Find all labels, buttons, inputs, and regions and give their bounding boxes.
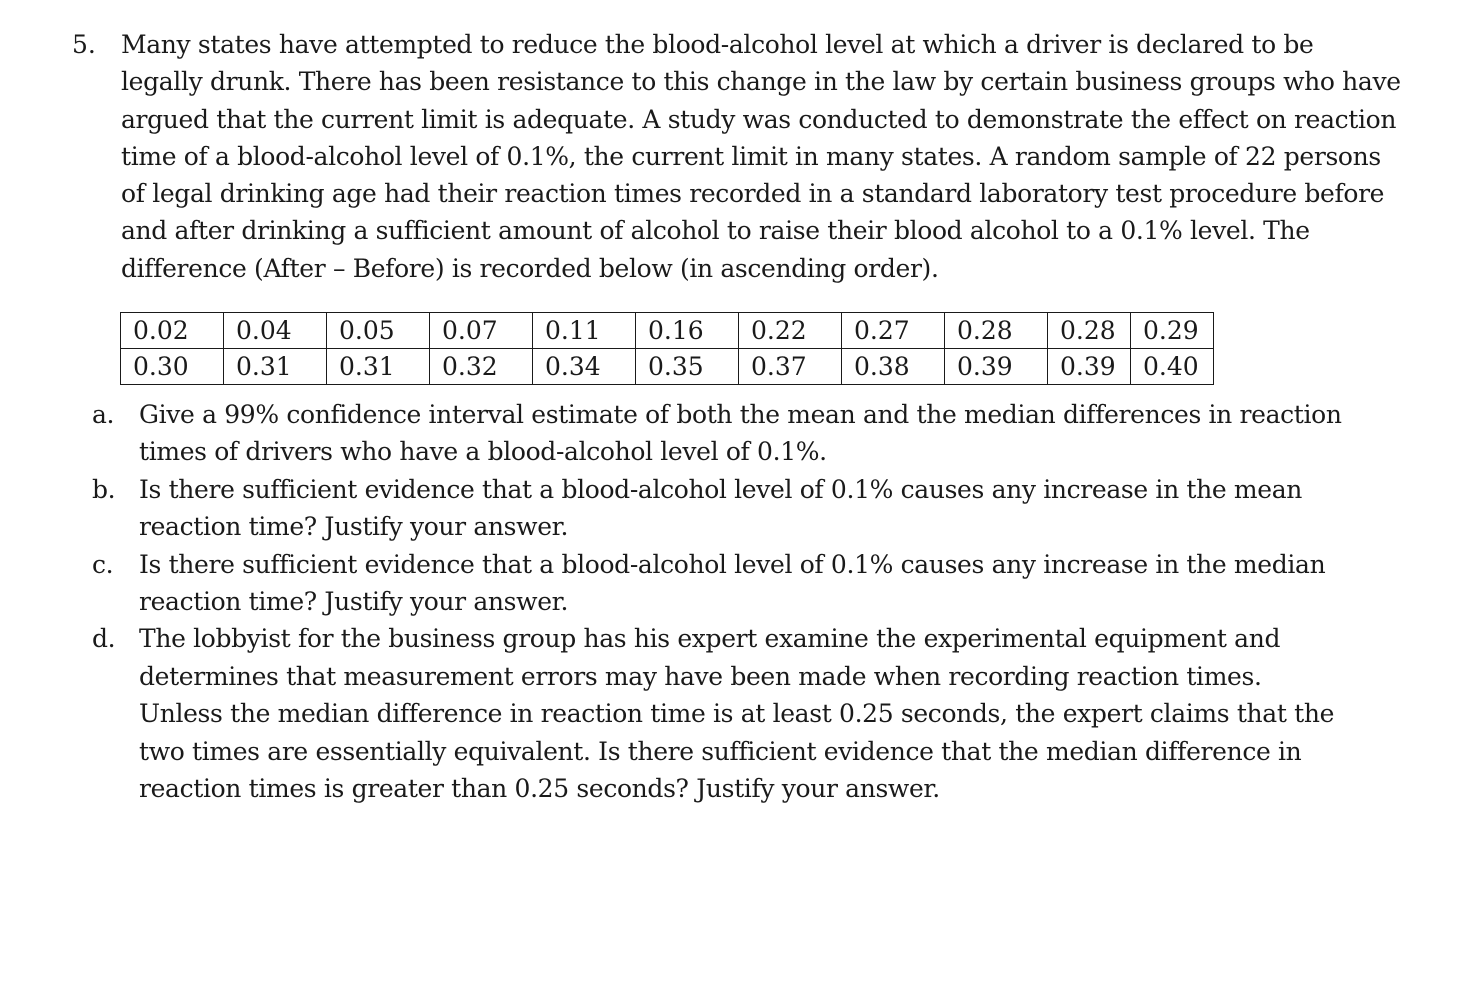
table-cell: 0.05	[327, 313, 430, 349]
differences-table	[120, 312, 1214, 385]
part-letter: a.	[92, 400, 115, 429]
part-b	[92, 471, 1342, 546]
table-row	[121, 313, 1214, 349]
part-c	[92, 546, 1342, 621]
part-text: Is there sufficient evidence that a blood-alcohol level of 0.1% causes any increase in the median reaction time? Justify your answer.	[139, 549, 1326, 617]
part-letter: b.	[92, 474, 116, 504]
part-letter: d.	[92, 624, 116, 654]
table-cell: 0.39	[1048, 349, 1131, 385]
question-parts	[92, 396, 1342, 807]
table-cell: 0.04	[224, 313, 327, 349]
table-cell: 0.32	[430, 349, 533, 385]
table-cell: 0.31	[224, 349, 327, 385]
table-cell: 0.39	[945, 349, 1048, 385]
table-cell: 0.02	[121, 313, 224, 349]
table-cell: 0.38	[842, 349, 945, 385]
table-cell: 0.07	[430, 313, 533, 349]
table-cell: 0.40	[1131, 349, 1214, 385]
part-letter: c.	[92, 549, 114, 579]
table-cell: 0.28	[945, 313, 1048, 349]
problem-statement: Many states have attempted to reduce the blood-alcohol level at which a driver is declared to be legally drunk. There has been resistance to this change in the law by certain business groups who have argued that the current limit is adequate. A study was conducted to demonstrate the effect on reaction time of a blood-alcohol level of 0.1%, the current limit in many states. A random sample of 22 persons of legal drinking age had their reaction times recorded in a standard laboratory test procedure before and after drinking a sufficient amount of alcohol to raise their blood alcohol to a 0.1% level. The difference (After – Before) is recorded below (in ascending order).	[121, 30, 1401, 283]
table-cell: 0.29	[1131, 313, 1214, 349]
table-cell: 0.34	[533, 349, 636, 385]
table-cell: 0.31	[327, 349, 430, 385]
part-text: Is there sufficient evidence that a blood-alcohol level of 0.1% causes any increase in the mean reaction time? Justify your answer.	[139, 474, 1303, 542]
part-text: Give a 99% confidence interval estimate of both the mean and the median differences in reaction times of drivers who have a blood-alcohol level of 0.1%.	[139, 400, 1342, 467]
table-row	[121, 349, 1214, 385]
table-cell: 0.16	[636, 313, 739, 349]
problem-number: 5.	[72, 30, 96, 59]
table-cell: 0.35	[636, 349, 739, 385]
part-text: The lobbyist for the business group has his expert examine the experimental equipment and determines that measurement errors may have been made when recording reaction times. Unless the median difference in reaction time is at least 0.25 seconds, the expert claims that the two times are essentially equivalent. Is there sufficient evidence that the median difference in reaction times is greater than 0.25 seconds? Justify your answer.	[139, 624, 1335, 804]
part-a	[92, 396, 1342, 471]
table-cell: 0.11	[533, 313, 636, 349]
table-cell: 0.22	[739, 313, 842, 349]
table-cell: 0.28	[1048, 313, 1131, 349]
part-d	[92, 620, 1342, 807]
table-cell: 0.27	[842, 313, 945, 349]
table-cell: 0.30	[121, 349, 224, 385]
table-cell: 0.37	[739, 349, 842, 385]
